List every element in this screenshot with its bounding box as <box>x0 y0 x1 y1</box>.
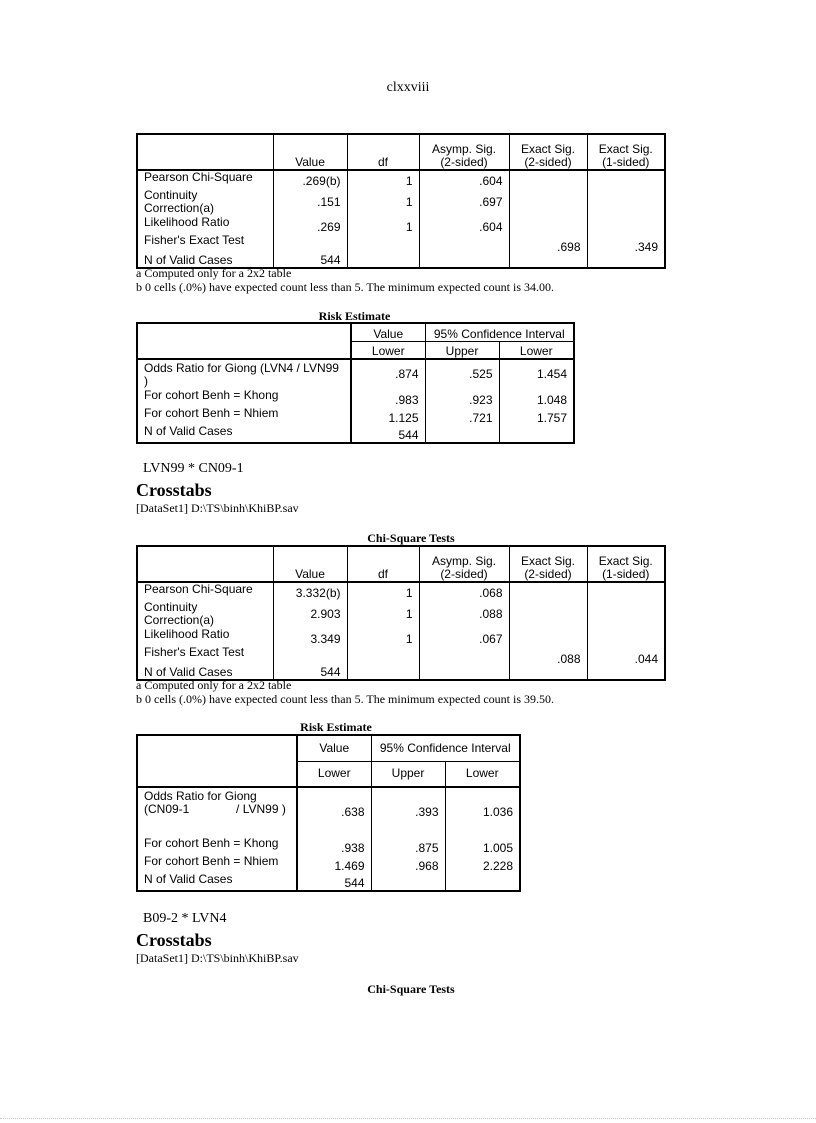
cell-exact1 <box>587 600 665 628</box>
variable-line-2: LVN99 * CN09-1 <box>143 461 244 476</box>
chi-square-table-2 <box>136 545 666 681</box>
cell-value: 3.349 <box>273 628 347 646</box>
sub-header-upper: Upper <box>425 341 499 359</box>
row-label: N of Valid Cases <box>144 665 233 679</box>
cell-asymp <box>419 646 509 666</box>
cell-df: 1 <box>347 216 419 234</box>
cell-asymp: .067 <box>419 628 509 646</box>
col-header-value: Value <box>273 134 347 170</box>
sub-header-upper: Upper <box>371 761 445 787</box>
row-label: Pearson Chi-Square <box>144 582 253 596</box>
row-label: Likelihood Ratio <box>144 215 230 229</box>
table-row <box>137 389 574 407</box>
table-row <box>137 873 520 891</box>
row-label: N of Valid Cases <box>144 872 233 886</box>
cell-asymp: .068 <box>419 582 509 600</box>
row-label: Continuity Correction(a) <box>144 600 215 627</box>
corner-cell <box>137 323 351 359</box>
col-header-asymp-sig: Asymp. Sig. (2-sided) <box>419 546 509 582</box>
corner-cell <box>137 134 273 170</box>
risk-estimate-table-1 <box>136 322 575 444</box>
cell-lower: 1.757 <box>499 407 574 425</box>
cell-upper: .721 <box>425 407 499 425</box>
cell-upper <box>371 873 445 891</box>
row-label: For cohort Benh = Khong <box>144 836 279 850</box>
sub-header-lower: Lower <box>297 761 371 787</box>
row-label: Fisher's Exact Test <box>144 233 245 247</box>
cell-exact1 <box>587 188 665 216</box>
cell-lower: 1.048 <box>499 389 574 407</box>
col-header-ci: 95% Confidence Interval <box>425 323 574 341</box>
cell-upper <box>425 425 499 443</box>
table-row <box>137 425 574 443</box>
cell-value: 2.903 <box>273 600 347 628</box>
cell-value: .638 <box>297 787 371 837</box>
row-label: For cohort Benh = Nhiem <box>144 406 279 420</box>
cell-upper: .875 <box>371 837 445 855</box>
table-row <box>137 646 665 666</box>
dataset-line-3: [DataSet1] D:\TS\binh\KhiBP.sav <box>136 951 299 965</box>
row-label: Likelihood Ratio <box>144 627 230 641</box>
crosstabs-heading-2: Crosstabs <box>136 480 212 500</box>
cell-value: .983 <box>351 389 425 407</box>
cell-upper: .525 <box>425 359 499 389</box>
table-row <box>137 188 665 216</box>
crosstabs-heading-3: Crosstabs <box>136 930 212 950</box>
footnotes-2 <box>136 678 554 706</box>
dataset-line-2: [DataSet1] D:\TS\binh\KhiBP.sav <box>136 501 299 515</box>
col-header-exact-sig-1: Exact Sig. (1-sided) <box>587 546 665 582</box>
chi-square-title-2: Chi-Square Tests <box>367 531 455 545</box>
table-row <box>137 359 574 389</box>
cell-value: .874 <box>351 359 425 389</box>
risk-estimate-title-1: Risk Estimate <box>318 309 391 323</box>
chi-square-table-1 <box>136 133 666 269</box>
table-row <box>137 600 665 628</box>
cell-asymp <box>419 234 509 254</box>
cell-exact1 <box>587 666 665 680</box>
cell-value: 544 <box>273 254 347 268</box>
cell-value: .938 <box>297 837 371 855</box>
table-row <box>137 582 665 600</box>
cell-asymp: .697 <box>419 188 509 216</box>
cell-df: 1 <box>347 170 419 188</box>
cell-asymp: .604 <box>419 216 509 234</box>
cell-df: 1 <box>347 582 419 600</box>
row-label: N of Valid Cases <box>144 424 233 438</box>
cell-value: 1.125 <box>351 407 425 425</box>
cell-value: 544 <box>273 666 347 680</box>
table-row <box>137 234 665 254</box>
table-row <box>137 628 665 646</box>
cell-lower <box>499 425 574 443</box>
cell-value: 1.469 <box>297 855 371 873</box>
cell-exact2 <box>509 600 587 628</box>
table-row <box>137 170 665 188</box>
cell-lower: 1.005 <box>445 837 520 855</box>
cell-asymp: .604 <box>419 170 509 188</box>
cell-lower <box>445 873 520 891</box>
cell-upper: .968 <box>371 855 445 873</box>
cell-exact2: .088 <box>509 646 587 666</box>
sub-header-lower-2: Lower <box>445 761 520 787</box>
cell-value: 544 <box>351 425 425 443</box>
cell-exact2 <box>509 582 587 600</box>
row-label: Fisher's Exact Test <box>144 645 245 659</box>
cell-value <box>273 234 347 254</box>
row-label: Odds Ratio for Giong (CN09-1 / LVN99 ) <box>144 789 286 816</box>
footnote-b: b 0 cells (.0%) have expected count less than 5. The minimum expected count is 34.00. <box>136 280 555 294</box>
chi-square-title-3: Chi-Square Tests <box>367 982 455 996</box>
col-header-exact-sig-1: Exact Sig. (1-sided) <box>587 134 665 170</box>
risk-estimate-title-2: Risk Estimate <box>300 720 372 734</box>
footnote-a: a Computed only for a 2x2 table <box>136 678 292 692</box>
page-bottom-divider <box>0 1118 816 1119</box>
cell-df <box>347 234 419 254</box>
cell-exact1: .044 <box>587 646 665 666</box>
cell-exact1 <box>587 582 665 600</box>
cell-upper: .393 <box>371 787 445 837</box>
corner-cell <box>137 735 297 787</box>
sub-header-lower-2: Lower <box>499 341 574 359</box>
table-row <box>137 837 520 855</box>
col-header-exact-sig-2: Exact Sig. (2-sided) <box>509 546 587 582</box>
cell-exact1 <box>587 628 665 646</box>
cell-asymp: .088 <box>419 600 509 628</box>
col-header-exact-sig-2: Exact Sig. (2-sided) <box>509 134 587 170</box>
cell-exact1 <box>587 254 665 268</box>
footnote-b: b 0 cells (.0%) have expected count less than 5. The minimum expected count is 39.50. <box>136 692 555 706</box>
cell-lower: 2.228 <box>445 855 520 873</box>
col-header-ci: 95% Confidence Interval <box>371 735 520 761</box>
col-header-df: df <box>347 546 419 582</box>
cell-value: .269(b) <box>273 170 347 188</box>
row-label: Odds Ratio for Giong (LVN4 / LVN99 ) <box>144 360 386 388</box>
cell-value: .269 <box>273 216 347 234</box>
table-row <box>137 216 665 234</box>
table-row <box>137 855 520 873</box>
col-header-value: Value <box>351 323 425 341</box>
row-label: For cohort Benh = Nhiem <box>144 854 279 868</box>
cell-df: 1 <box>347 188 419 216</box>
footnote-a: a Computed only for a 2x2 table <box>136 266 292 280</box>
col-header-df: df <box>347 134 419 170</box>
col-header-value: Value <box>297 735 371 761</box>
row-label: Pearson Chi-Square <box>144 170 253 184</box>
cell-exact1 <box>587 170 665 188</box>
risk-estimate-table-2 <box>136 734 521 892</box>
cell-exact1: .349 <box>587 234 665 254</box>
cell-exact1 <box>587 216 665 234</box>
page-number: clxxviii <box>386 80 430 95</box>
row-label: Continuity Correction(a) <box>144 188 215 215</box>
cell-lower: 1.036 <box>445 787 520 837</box>
cell-lower: 1.454 <box>499 359 574 389</box>
cell-exact2 <box>509 170 587 188</box>
cell-df: 1 <box>347 628 419 646</box>
row-label: For cohort Benh = Khong <box>144 388 279 402</box>
cell-upper: .923 <box>425 389 499 407</box>
cell-df: 1 <box>347 600 419 628</box>
cell-value: 3.332(b) <box>273 582 347 600</box>
variable-line-3: B09-2 * LVN4 <box>143 911 227 926</box>
col-header-asymp-sig: Asymp. Sig. (2-sided) <box>419 134 509 170</box>
cell-exact2 <box>509 628 587 646</box>
cell-exact2 <box>509 188 587 216</box>
table-row <box>137 407 574 425</box>
corner-cell <box>137 546 273 582</box>
cell-value <box>273 646 347 666</box>
cell-exact2: .698 <box>509 234 587 254</box>
sub-header-lower: Lower <box>351 341 425 359</box>
row-label: N of Valid Cases <box>144 253 233 267</box>
footnotes-1 <box>136 266 554 294</box>
cell-value: .151 <box>273 188 347 216</box>
cell-value: 544 <box>297 873 371 891</box>
col-header-value: Value <box>273 546 347 582</box>
table-row <box>137 787 520 837</box>
cell-exact2 <box>509 216 587 234</box>
cell-df <box>347 646 419 666</box>
